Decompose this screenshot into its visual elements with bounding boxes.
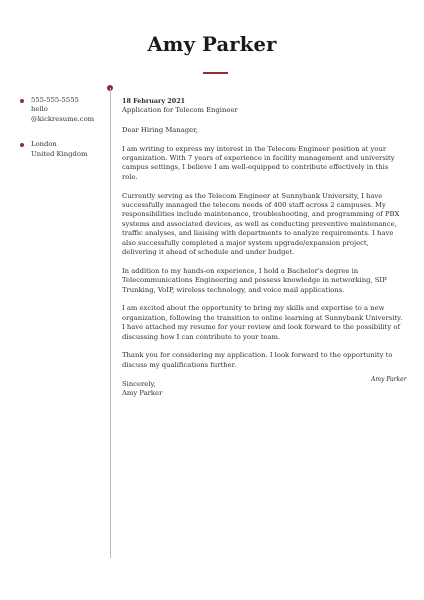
paragraph-5: Thank you for considering my application. I look forward to the opportunity to discuss my qualifications further. [122, 351, 393, 369]
email-part-1: hello [31, 105, 48, 114]
country: United Kingdom [31, 149, 88, 158]
applicant-name: Amy Parker [147, 33, 277, 56]
greeting: Dear Hiring Manager, [122, 125, 198, 134]
phone-number: 555-555-5555 [31, 96, 79, 104]
contact-info [20, 96, 106, 124]
vertical-divider [110, 88, 111, 558]
email-part-2: @kickresume.com [31, 114, 95, 123]
paragraph-2: Currently serving as the Telecom Engineer at Sunnybank University, I have successfully managed the telecom needs of 400 staff across 2 campuses. My responsibilities include maintenance, troubleshooting, and programming of PBX systems and associated devices, as well as conducting preventive maintenance, traffic analyses, and liaising with departments to analyze requirements. I have also successfully completed a major system upgrade/expansion project, delivering it ahead of schedule and under budget. [122, 191, 400, 257]
paragraph-1: I am writing to express my interest in the Telecom Engineer position at your organization. With 7 years of experience in facility management and university campus settings, I believe I am well-equipped to contribute effectively in this role. [122, 144, 395, 181]
name-underline [203, 72, 228, 74]
paragraph-4: I am excited about the opportunity to bring my skills and expertise to a new organization, following the transition to online learning at Sunnybank University. I have attached my resume for your review and look forward to the possibility of discussing how I can contribute to your team. [122, 304, 403, 341]
closing-name: Amy Parker [122, 389, 163, 398]
letter-subject: Application for Telecom Engineer [122, 106, 238, 115]
closing: Sincerely, [122, 379, 156, 388]
paragraph-3: In addition to my hands-on experience, I hold a Bachelor's degree in Telecommunications Engineering and possess knowledge in networking, SIP Trunking, VoIP, wireless technology, and voice mail applications. [122, 266, 387, 294]
location-info [20, 140, 106, 159]
handwritten-signature: Amy Parker [371, 376, 407, 383]
contact-sidebar [20, 96, 106, 159]
city: London [31, 140, 57, 149]
letter-body [122, 97, 404, 399]
bullet-icon [20, 143, 24, 147]
bullet-icon [20, 99, 24, 103]
letter-date: 18 February 2021 [122, 97, 186, 105]
